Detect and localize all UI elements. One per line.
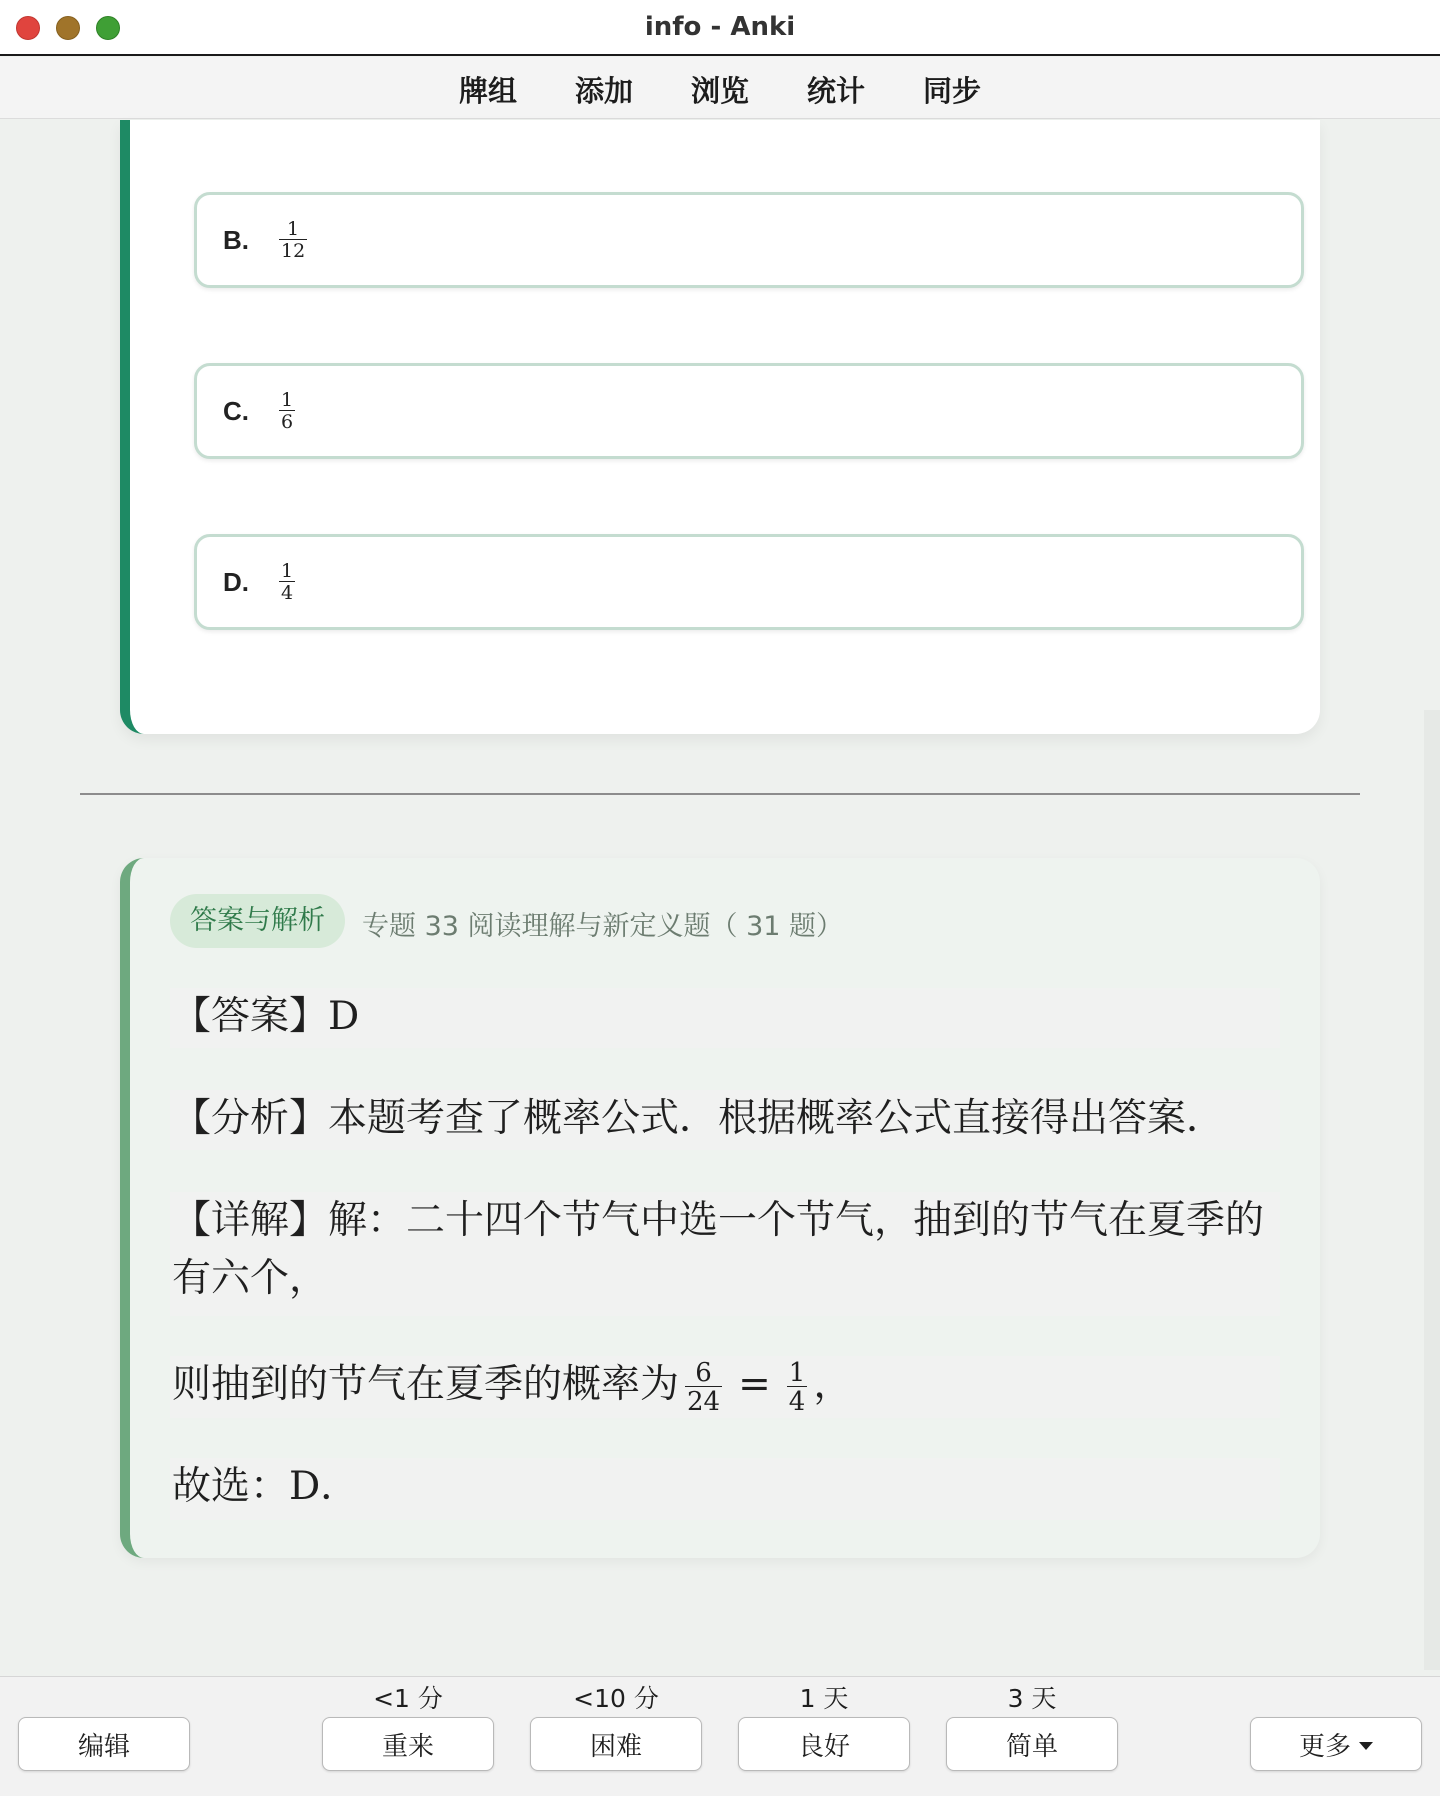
toolbar-add[interactable]: 添加 <box>574 74 633 108</box>
option-fraction: $\frac{1}{6}$ <box>281 388 294 433</box>
hard-interval: <10 分 <box>573 1684 659 1713</box>
toolbar-browse[interactable]: 浏览 <box>690 74 749 108</box>
option-d[interactable] <box>194 534 1304 630</box>
probability-fraction-1: $\frac{6}{24}$ <box>687 1357 721 1417</box>
edit-button[interactable]: 编辑 <box>18 1717 190 1771</box>
good-button[interactable]: 良好 <box>738 1717 910 1771</box>
option-b[interactable] <box>194 192 1304 288</box>
question-card <box>120 120 1320 734</box>
window-title: info - Anki <box>644 12 796 42</box>
answer-divider <box>80 793 1360 795</box>
window-titlebar <box>0 0 1440 56</box>
good-interval: 1 天 <box>799 1684 849 1713</box>
toolbar-decks[interactable]: 牌组 <box>458 74 517 108</box>
more-label: 更多 <box>1298 1731 1351 1762</box>
answer-card <box>120 858 1320 1558</box>
option-fraction: $\frac{1}{12}$ <box>281 217 306 262</box>
probability-text: 则抽到的节气在夏季的概率为 <box>172 1362 680 1407</box>
scrollbar-track[interactable] <box>1424 710 1440 1670</box>
analysis-line: 【分析】本题考查了概率公式．根据概率公式直接得出答案． <box>170 1090 1280 1150</box>
toolbar-stats[interactable]: 统计 <box>807 74 866 108</box>
hard-button[interactable]: 困难 <box>530 1717 702 1771</box>
probability-tail: ， <box>813 1362 853 1407</box>
more-button[interactable] <box>1250 1717 1422 1771</box>
easy-button[interactable]: 简单 <box>946 1717 1118 1771</box>
probability-fraction-2: $\frac{1}{4}$ <box>788 1357 806 1417</box>
option-letter: C. <box>223 395 249 426</box>
option-letter: B. <box>223 224 249 255</box>
again-interval: <1 分 <box>373 1684 443 1713</box>
answer-badge: 答案与解析 <box>170 894 345 948</box>
option-c[interactable] <box>194 363 1304 459</box>
option-fraction: $\frac{1}{4}$ <box>281 559 294 604</box>
toolbar-sync[interactable]: 同步 <box>923 74 982 108</box>
main-toolbar <box>0 57 1440 119</box>
answer-line: 【答案】D <box>170 988 1280 1048</box>
equals-sign: = <box>738 1362 771 1407</box>
review-bottom-bar <box>0 1676 1440 1796</box>
again-button[interactable]: 重来 <box>322 1717 494 1771</box>
probability-line <box>170 1356 1280 1418</box>
option-letter: D. <box>223 566 249 597</box>
dropdown-caret-icon <box>1359 1742 1373 1750</box>
topic-label: 专题 33 阅读理解与新定义题（ 31 题） <box>362 911 844 942</box>
detail-line: 【详解】解：二十四个节气中选一个节气，抽到的节气在夏季的有六个， <box>170 1192 1280 1316</box>
easy-interval: 3 天 <box>1007 1684 1057 1713</box>
conclusion-line: 故选：D． <box>170 1458 1280 1520</box>
